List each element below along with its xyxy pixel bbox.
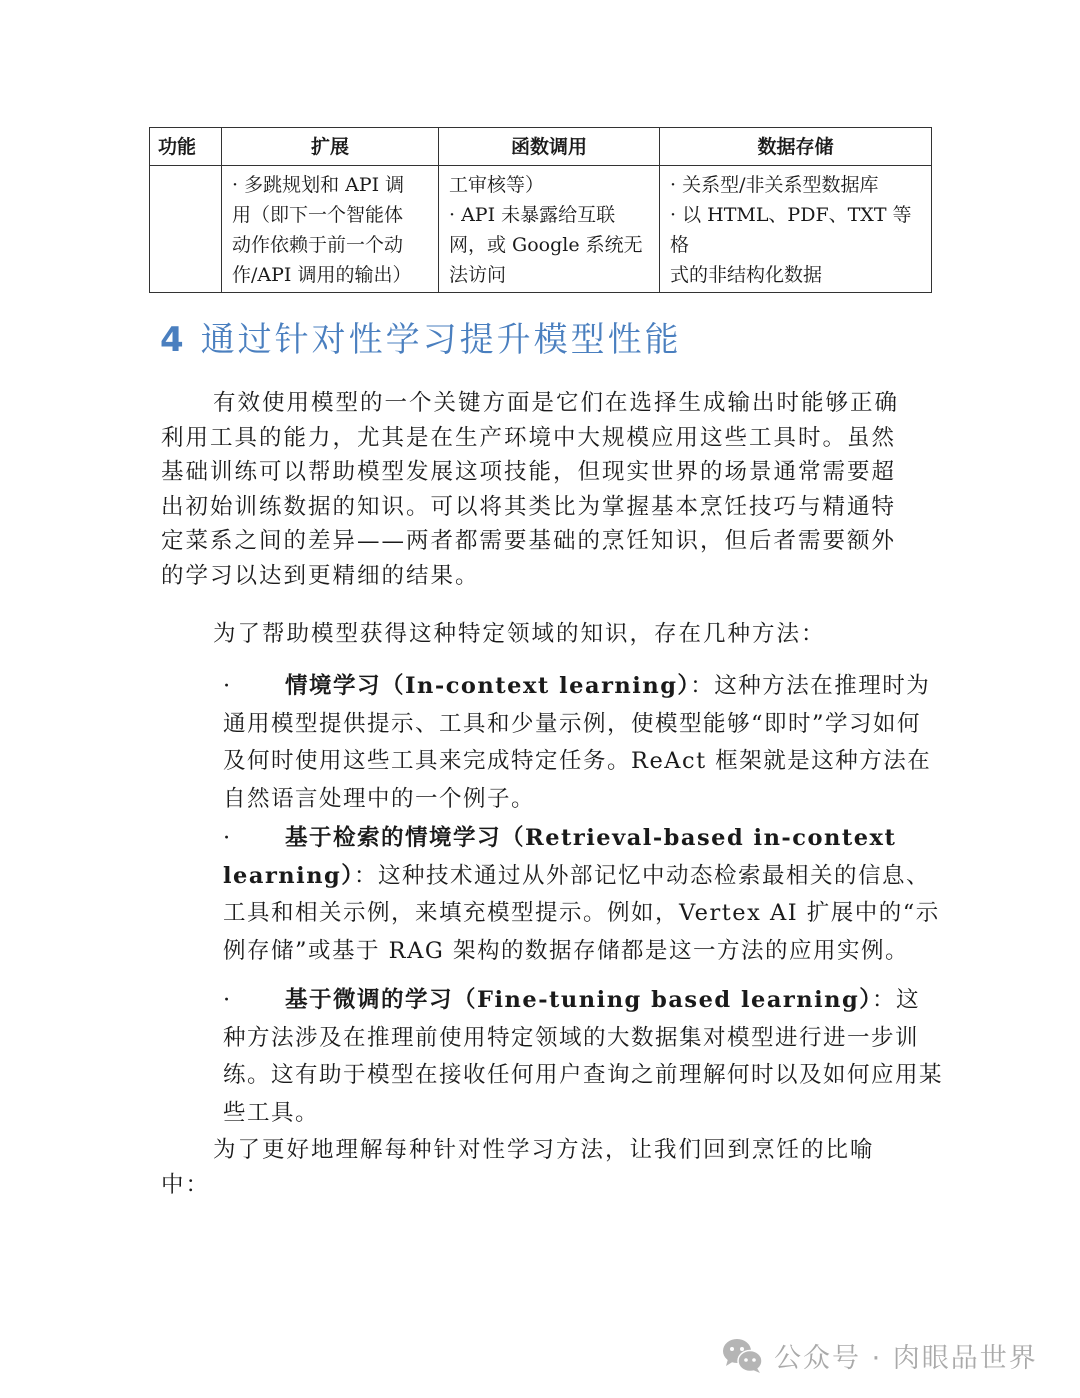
paragraph-methods-lead: 为了帮助模型获得这种特定领域的知识，存在几种方法： [213, 621, 826, 647]
bullet-term: 基于检索的情境学习（Retrieval-based in-context learning） [223, 825, 897, 889]
table-row [150, 166, 932, 293]
bullet-term: 基于微调的学习（Fine-tuning based learning） [285, 987, 873, 1013]
paragraph-intro: 有效使用模型的一个关键方面是它们在选择生成输出时能够正确利用工具的能力，尤其是在生产环境中大规模应用这些工具时。虽然基础训练可以帮助模型发展这项技能，但现实世界的场景通常需要超出初始训练数据的知识。可以将其类比为掌握基本烹饪技巧与精通特定菜系之间的差异——两者都需要基础的烹饪知识，但后者需要额外的学习以达到更精细的结果。 [161, 390, 900, 589]
table-header-row [150, 128, 932, 166]
cell-line: · 关系型/非关系型数据库 [670, 174, 879, 196]
bullet-body: ：这种方法在推理时为通用模型提供提示、工具和少量示例，使模型能够“即时”学习如何及何时使用这些工具来完成特定任务。ReAct 框架就是这种方法在自然语言处理中的一个例子。 [223, 673, 932, 812]
section-heading [160, 312, 682, 361]
cell-extensions [222, 166, 439, 293]
bullet-marker: · [223, 673, 232, 699]
cell-line: 作/API 调用的输出） [232, 264, 412, 286]
header-data-stores: 数据存储 [660, 128, 932, 166]
cell-line: · 多跳规划和 API 调 [232, 174, 405, 196]
wechat-icon [722, 1338, 764, 1374]
bullet-marker: · [223, 987, 232, 1013]
cell-line: 式的非结构化数据 [670, 264, 823, 286]
cell-line: · 以 HTML、PDF、TXT 等格 [670, 204, 912, 256]
header-function-calling: 函数调用 [439, 128, 660, 166]
list-item [223, 982, 943, 1132]
comparison-table [149, 127, 932, 293]
cell-line: · API 未暴露给互联 [449, 204, 616, 226]
watermark-text: 公众号 · 肉眼品世界 [774, 1343, 1038, 1374]
list-item [223, 668, 943, 818]
header-feature: 功能 [150, 128, 222, 166]
cell-line: 网，或 Google 系统无 [449, 234, 643, 256]
bullet-body: ：这种方法涉及在推理前使用特定领域的大数据集对模型进行进一步训练。这有助于模型在接收任何用户查询之前理解何时以及如何应用某些工具。 [223, 987, 944, 1126]
cell-feature [150, 166, 222, 293]
cell-function-calling [439, 166, 660, 293]
header-extensions: 扩展 [222, 128, 439, 166]
bullet-body: ：这种技术通过从外部记忆中动态检索最相关的信息、工具和相关示例，来填充模型提示。例如，Vertex AI 扩展中的“示例存储”或基于 RAG 架构的数据存储都是这一方法的应用实例。 [223, 862, 940, 964]
list-item [223, 820, 943, 970]
section-title: 通过针对性学习提升模型性能 [200, 320, 682, 360]
bullet-marker: · [223, 825, 232, 851]
cell-line: 工审核等） [449, 174, 545, 196]
watermark [722, 1336, 1038, 1375]
cell-line: 法访问 [449, 264, 507, 286]
section-number: 4 [160, 320, 187, 360]
bullet-term: 情境学习（In-context learning） [285, 673, 691, 699]
cell-data-stores [660, 166, 932, 293]
cell-line: 用（即下一个智能体 [232, 204, 404, 226]
cell-line: 动作依赖于前一个动 [232, 234, 404, 256]
paragraph-closing: 为了更好地理解每种针对性学习方法，让我们回到烹饪的比喻中： [161, 1137, 875, 1198]
